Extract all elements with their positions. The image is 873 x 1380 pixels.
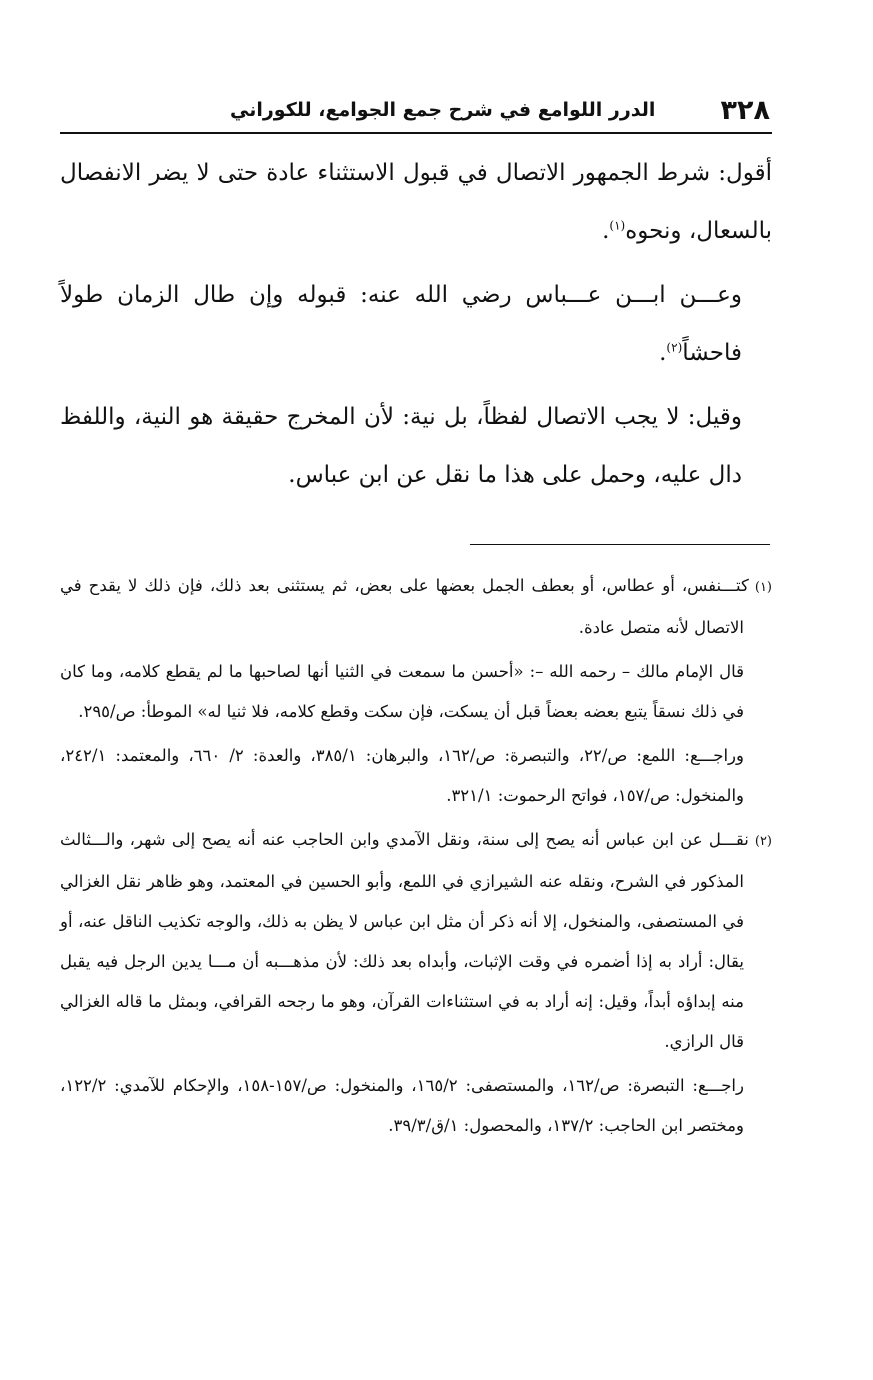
page-number: ٣٢٨: [720, 94, 770, 126]
footnote-2-number: (٢): [754, 834, 772, 849]
footnote-2-references: راجـــع: التبصرة: ص/١٦٢، والمستصفى: ١٦٥/٢، والمنخول: ص/١٥٧-١٥٨، والإحكام للآمدي: ١٢٢/٢، ومختصر ابن الحاجب: ١٣٧/٢، والمحصول: ١/ق/٣٩/٣.: [60, 1076, 744, 1135]
footnote-2-text: نقـــل عن ابن عباس أنه يصح إلى سنة، ونقل الآمدي وابن الحاجب عنه أنه يصح إلى شهر، والـــثالث المذكور في الشرح، ونقله عنه الشيرازي في اللمع، وأبو الحسين في المعتمد، وهو ظاهر نقل الغزالي في المستصفى، والمنخول، إلا أنه ذكر أن مثل ابن عباس لا يظن به ذلك، والوجه تكذيب الناقل عنه، أو يقال: أراد به إذا أضمره في وقت الإثبات، وأبداه بعد ذلك: لأن مذهـــبه أن مـــا يدين الرجل فيه يقبل منه إبداؤه أبداً، وقيل: إنه أراد به في استثناءات القرآن، وهو ما رجحه القرافي، وبمثل ما قاله الغزالي قال الرازي.: [60, 830, 749, 1051]
page-header: [60, 88, 772, 134]
paragraph-1-text: أقول: شرط الجمهور الاتصال في قبول الاستثناء عادة حتى لا يضر الانفصال بالسعال، ونحوه: [60, 160, 772, 244]
paragraph-2-text: وعـــن ابـــن عـــباس رضي الله عنه: قبوله وإن طال الزمان طولاً فاحشاً: [60, 282, 742, 366]
footnote-1-quote: قال الإمام مالك – رحمه الله –: «أحسن ما سمعت في الثنيا أنها لصاحبها ما لم يقطع كلامه، وما كان في ذلك نسقاً يتبع بعضه بعضاً قبل أن يسكت، فإن سكت وقطع كلامه، فلا ثنيا له» الموطأ: ص/٢٩٥.: [60, 662, 744, 721]
footnote-1-text: كتـــنفس، أو عطاس، أو بعطف الجمل بعضها على بعض، ثم يستثنى بعد ذلك، فإن ذلك لا يقدح في الاتصال لأنه متصل عادة.: [60, 576, 749, 637]
footnote-1-number: (١): [754, 580, 772, 595]
footnote-2: [60, 820, 772, 1062]
paragraph-2-end: .: [659, 340, 667, 366]
main-text: [60, 144, 772, 510]
footnote-ref-1[interactable]: (١): [609, 218, 626, 233]
paragraph-3: وقيل: لا يجب الاتصال لفظاً، بل نية: لأن المخرج حقيقة هو النية، واللفظ دال عليه، وحمل على هذا ما نقل عن ابن عباس.: [60, 404, 742, 488]
paragraph-2: [60, 266, 772, 382]
footnotes: [60, 566, 772, 1150]
footnote-1: [60, 566, 772, 648]
paragraph-1: [60, 144, 772, 260]
footnote-1-references: وراجـــع: اللمع: ص/٢٢، والتبصرة: ص/١٦٢، والبرهان: ٣٨٥/١، والعدة: ٢/ ٦٦٠، والمعتمد: ٢٤٢/١، والمنخول: ص/١٥٧، فواتح الرحموت: ٣٢١/١.: [60, 746, 744, 805]
footnote-ref-2[interactable]: (٢): [666, 340, 683, 355]
paragraph-1-end: .: [602, 218, 610, 244]
footnote-divider: [470, 544, 770, 545]
running-title: الدرر اللوامع في شرح جمع الجوامع، للكوراني: [230, 99, 656, 121]
